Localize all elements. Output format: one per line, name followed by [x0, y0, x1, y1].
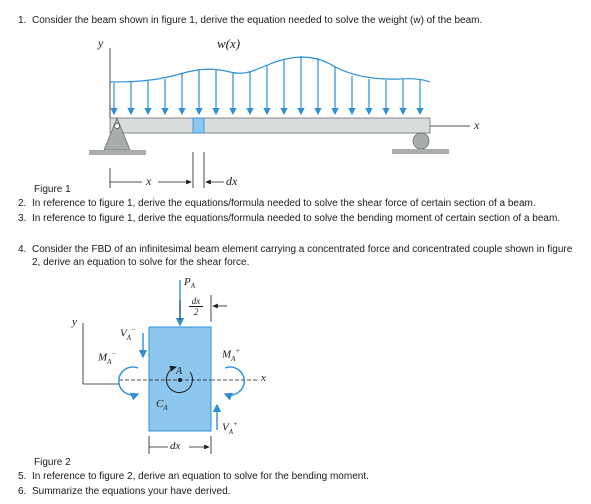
question-text: Summarize the equations your have derived.	[32, 486, 231, 497]
question-text: In reference to figure 1, derive the equations/formula needed to solve the shear force of certain section of a beam.	[32, 198, 536, 209]
shear-left-label: $V_A^-$	[120, 326, 136, 342]
half-dx-label: dx 2	[189, 296, 203, 317]
question-number: 2.	[18, 198, 27, 209]
moment-right-arrow	[225, 367, 244, 395]
fig2-x-label: x	[261, 372, 266, 384]
dx-dimension-label: dx	[226, 174, 238, 188]
point-a	[178, 378, 182, 382]
question-number: 4.	[18, 244, 27, 255]
fig2-dx-label: dx	[170, 440, 181, 452]
moment-left-label: $M_A^-$	[98, 350, 117, 366]
fig1-x-label: x	[474, 118, 480, 132]
x-dimension-label: x	[146, 174, 152, 188]
question-text: Consider the beam shown in figure 1, derive the equation needed to solve the weight (w) of the beam.	[32, 15, 483, 26]
couple-label: $C_A$	[156, 398, 168, 413]
fig1-y-label: y	[98, 36, 104, 50]
figure-2-caption: Figure 2	[34, 457, 71, 468]
shear-right-label: $V_A^+$	[222, 420, 238, 436]
question-number: 5.	[18, 471, 27, 482]
question-text: Consider the FBD of an infinitesimal beam element carrying a concentrated force and concentrated couple shown in figure 2, derive an equation to solve for the shear force.	[32, 244, 573, 268]
question-text: In reference to figure 1, derive the equations/formula needed to solve the bending moment of certain section of a beam.	[32, 213, 561, 224]
question-5	[18, 471, 583, 484]
question-6	[18, 486, 583, 499]
force-label: $P_A$	[184, 276, 196, 291]
question-text: In reference to figure 2, derive an equation to solve for the bending moment.	[32, 471, 369, 482]
point-a-label: A	[176, 366, 183, 377]
moment-left-arrow	[119, 367, 138, 395]
figure-1-caption: Figure 1	[34, 184, 71, 195]
question-number: 6.	[18, 486, 27, 497]
moment-right-label: $M_A^+$	[222, 347, 241, 363]
fig2-y-label: y	[72, 316, 77, 328]
question-number: 3.	[18, 213, 27, 224]
question-number: 1.	[18, 15, 27, 26]
load-label: w(x)	[217, 36, 241, 51]
